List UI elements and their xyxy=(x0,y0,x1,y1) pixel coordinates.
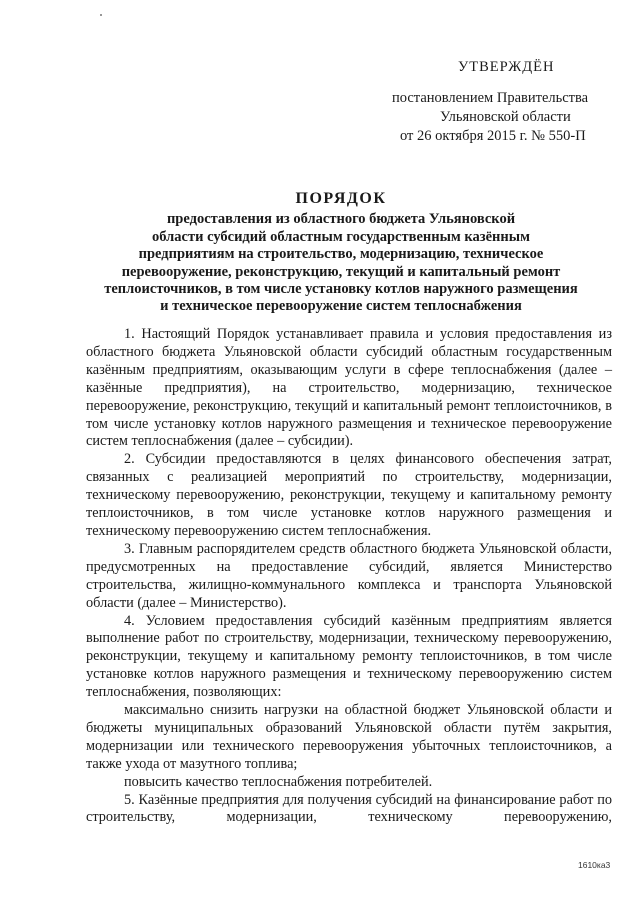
approval-line-3: от 26 октября 2015 г. № 550-П xyxy=(400,128,586,144)
approval-line-1: постановлением Правительства xyxy=(392,90,589,106)
title-line: перевооружение, реконструкцию, текущий и капитальный ремонт xyxy=(121,263,561,280)
paragraph-2: 2. Субсидии предоставляются в целях финансового обеспечения затрат, связанных с реализацией мероприятий по строительству, модернизации, техническому перевооружению, реконструкции, текущему и капитальному ремонту теплоисточников, в том числе установке котлов наружного размещения и техническому перевооружению систем теплоснабжения. xyxy=(86,451,612,539)
title-line: предприятиям на строительство, модернизацию, техническое xyxy=(138,246,544,263)
scan-mark xyxy=(100,14,102,16)
title-line: области субсидий областным государственным казённым xyxy=(152,228,530,245)
title-main: ПОРЯДОК xyxy=(295,190,387,207)
paragraph-4-item-2: повысить качество теплоснабжения потребителей. xyxy=(124,773,433,790)
title-line: теплоисточников, в том числе установку котлов наружного размещения xyxy=(104,281,578,298)
footer-code: 1610ка3 xyxy=(578,860,611,870)
paragraph-4-item-1: максимально снизить нагрузки на областной бюджет Ульяновской области и бюджеты муниципальных образований Ульяновской области путём закрытия, модернизации или технического перевооружения убыточных теплоисточников, а также ухода от мазутного топлива; xyxy=(86,702,612,772)
paragraph-1: 1. Настоящий Порядок устанавливает правила и условия предоставления из областного бюджета Ульяновской области субсидий областным государственным казённым предприятиям, оказывающим услуги в сфере теплоснабжения (далее – казённые предприятия), на строительство, модернизацию, техническое перевооружение, реконструкцию, текущий и капитальный ремонт теплоисточников, в том числе установку котлов наружного размещения и техническое перевооружение систем теплоснабжения (далее – субсидии). xyxy=(86,326,612,450)
paragraph-5: 5. Казённые предприятия для получения субсидий на финансирование работ по строительству, модернизации, техническому перевооружению, xyxy=(86,791,612,826)
approval-stamp xyxy=(392,58,622,146)
document-body xyxy=(86,326,612,827)
approval-line-2: Ульяновской области xyxy=(440,109,571,125)
approval-heading: УТВЕРЖДЁН xyxy=(458,59,555,75)
document-title xyxy=(86,190,596,316)
paragraph-4: 4. Условием предоставления субсидий казённым предприятиям является выполнение работ по строительству, модернизации, техническому перевооружению, реконструкции, текущему и капитальному ремонту теплоисточников, в том числе установке котлов наружного размещения и техническому перевооружению систем теплоснабжения, позволяющих: xyxy=(86,612,612,701)
title-line: и техническое перевооружение систем теплоснабжения xyxy=(160,298,522,315)
title-line: предоставления из областного бюджета Ульяновской xyxy=(166,211,516,228)
paragraph-3: 3. Главным распорядителем средств областного бюджета Ульяновской области, предусмотренных на предоставление субсидий, является Министерство строительства, жилищно-коммунального комплекса и транспорта Ульяновской области (далее – Министерство). xyxy=(86,540,612,611)
